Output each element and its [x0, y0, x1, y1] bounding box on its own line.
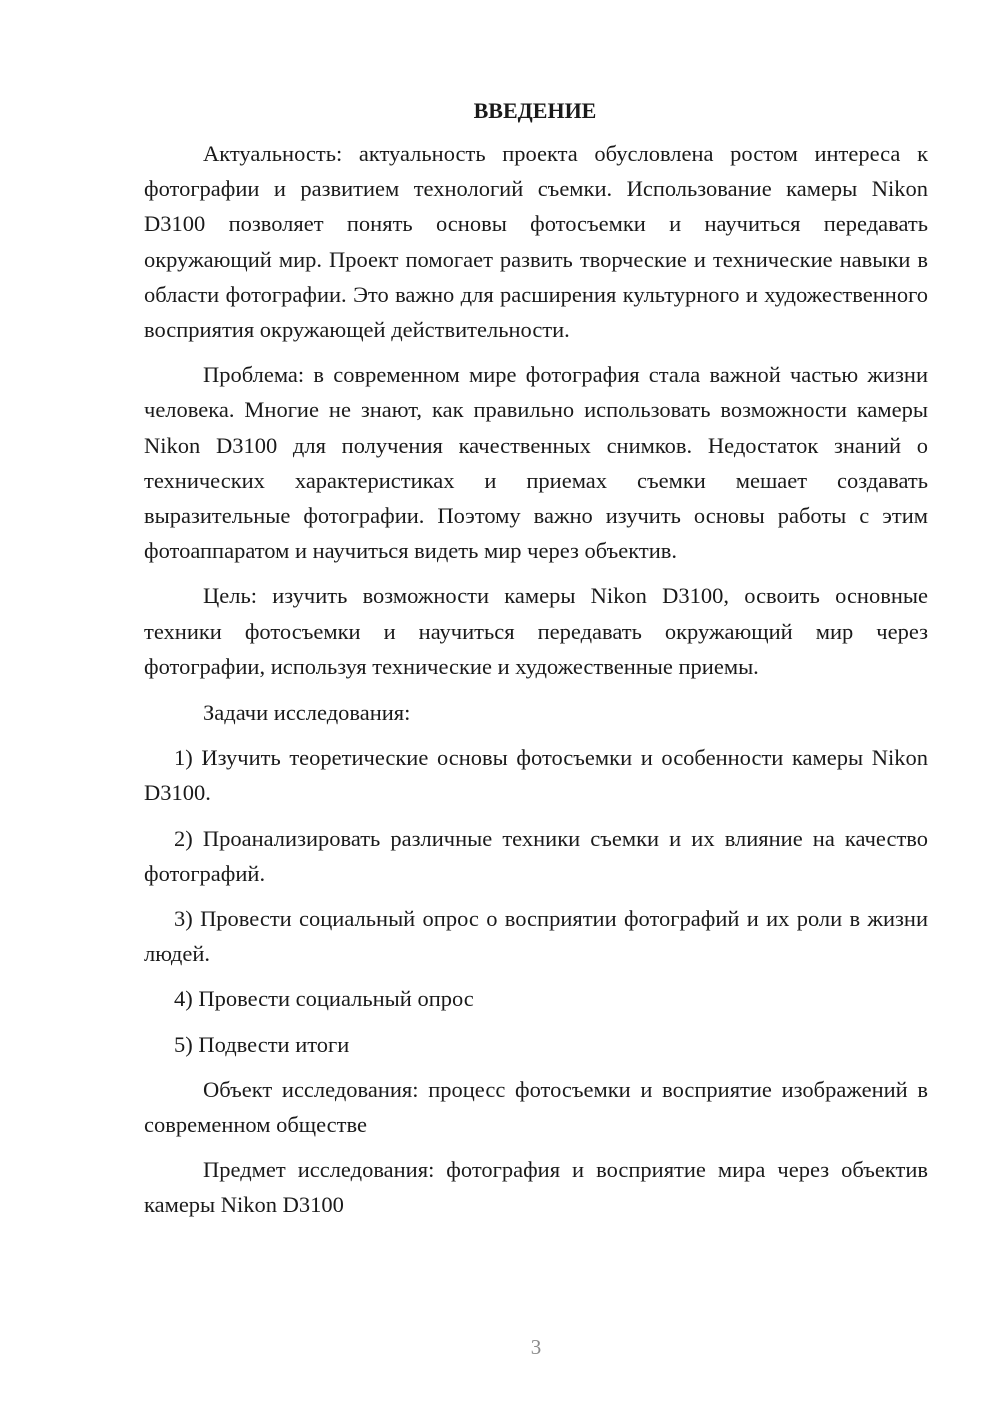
task-item-3: 3) Провести социальный опрос о восприятии фотографий и их роли в жизни людей.	[144, 906, 928, 967]
goal-paragraph: Цель: изучить возможности камеры Nikon D3100, освоить основные техники фотосъемки и научиться передавать окружающий мир через фотографии, используя технические и художественные приемы.	[144, 583, 928, 679]
page-number: 3	[530, 1335, 542, 1359]
problem-paragraph: Проблема: в современном мире фотография стала важной частью жизни человека. Многие не знают, как правильно использовать возможности камеры Nikon D3100 для получения качественных снимков. Недостаток знаний о технических характеристиках и приемах съемки мешает создавать выразительные фотографии. Поэтому важно изучить основы работы с этим фотоаппаратом и научиться видеть мир через объектив.	[144, 362, 928, 564]
page-content	[144, 96, 928, 1233]
subject-paragraph: Предмет исследования: фотография и восприятие мира через объектив камеры Nikon D3100	[144, 1157, 928, 1218]
object-paragraph: Объект исследования: процесс фотосъемки и восприятие изображений в современном обществе	[144, 1076, 928, 1138]
task-item-1: 1) Изучить теоретические основы фотосъемки и особенности камеры Nikon D3100.	[144, 745, 928, 806]
section-heading: ВВЕДЕНИЕ	[473, 98, 597, 123]
task-item-5: 5) Подвести итоги	[174, 1031, 350, 1057]
tasks-list	[144, 740, 928, 1062]
relevance-paragraph: Актуальность: актуальность проекта обусловлена ростом интереса к фотографии и развитием технологий съемки. Использование камеры Nikon D3100 позволяет понять основы фотосъемки и научиться передавать окружающий мир. Проект помогает развить творческие и технические навыки в области фотографии. Это важно для расширения культурного и художественного восприятия окружающей действительности.	[144, 141, 928, 343]
tasks-label: Задачи исследования:	[203, 700, 411, 726]
task-item-2: 2) Проанализировать различные техники съемки и их влияние на качество фотографий.	[144, 825, 928, 886]
task-item-4: 4) Провести социальный опрос	[174, 986, 474, 1012]
